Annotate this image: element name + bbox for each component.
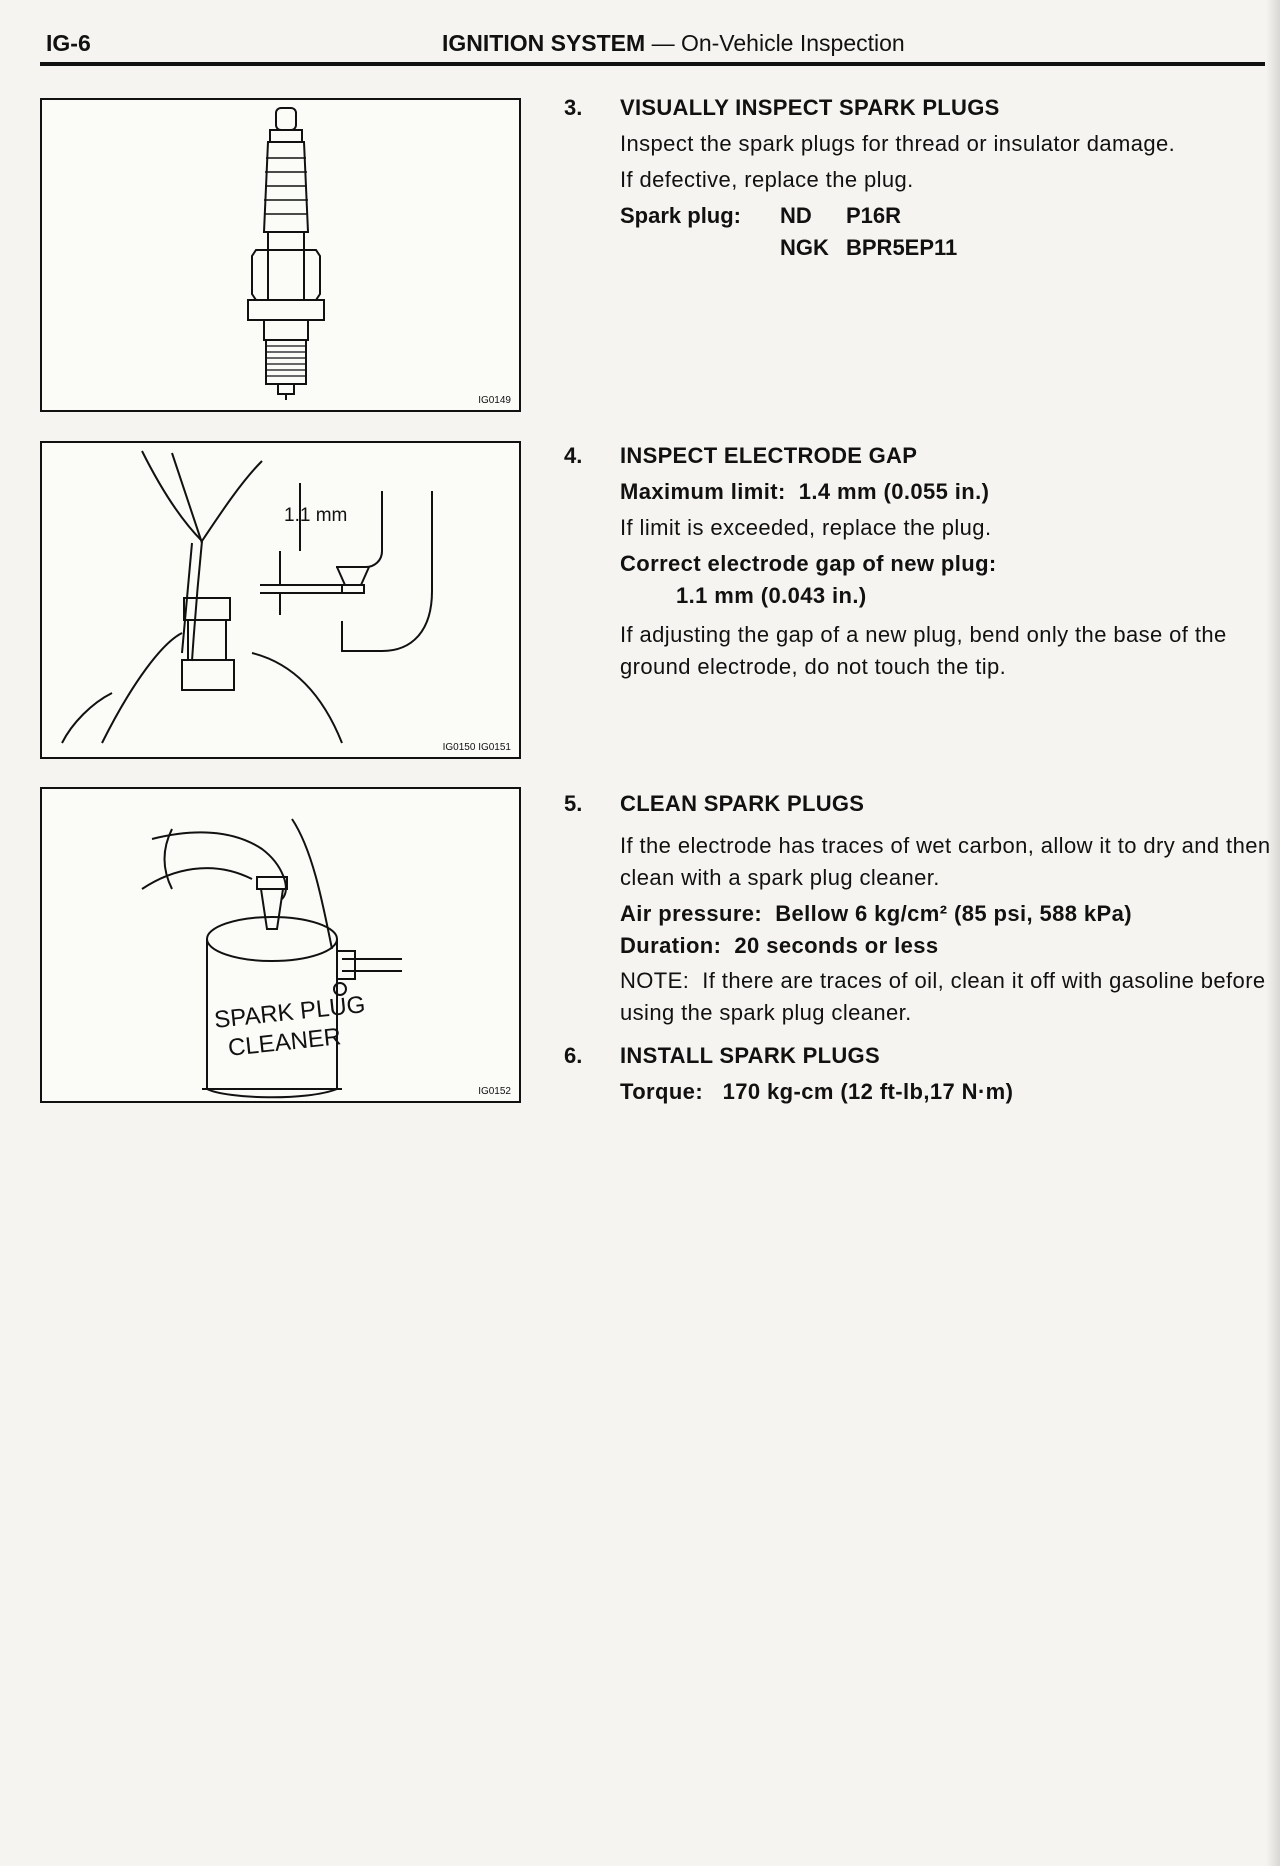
- max-limit-spec: [620, 476, 1280, 508]
- section-title: [442, 30, 905, 57]
- note: [620, 965, 1280, 1029]
- figure-code: IG0149: [478, 395, 511, 406]
- electrode-gap-illustration: [42, 443, 519, 757]
- spec-value: Bellow 6 kg/cm² (85 psi, 588 kPa): [775, 900, 1132, 926]
- step-text: If defective, replace the plug.: [620, 166, 914, 192]
- note-text: If there are traces of oil, clean it off with gasoline before using the spark plug cleaner.: [620, 968, 1266, 1026]
- spec-brand: ND: [780, 202, 812, 228]
- step-title: VISUALLY INSPECT SPARK PLUGS: [620, 95, 1000, 120]
- figure-electrode-gap: [40, 441, 521, 759]
- air-pressure-spec: [620, 898, 1280, 930]
- step-number: 3.: [564, 95, 583, 120]
- spec-part: P16R: [846, 202, 902, 228]
- step-text: If adjusting the gap of a new plug, bend only the base of the ground electrode, do not touch the tip.: [620, 622, 1227, 680]
- step-number: 4.: [564, 443, 583, 468]
- spark-plug-illustration: [42, 100, 519, 410]
- section-title-bold: IGNITION SYSTEM: [442, 30, 646, 56]
- header-rule: [40, 62, 1265, 66]
- section-title-subtitle: — On-Vehicle Inspection: [645, 30, 905, 56]
- spec-label: Torque:: [620, 1078, 704, 1104]
- correct-gap-value: 1.1 mm (0.043 in.): [676, 582, 867, 608]
- spec-value: 20 seconds or less: [734, 932, 939, 958]
- step-title: INSPECT ELECTRODE GAP: [620, 443, 918, 468]
- step-title: INSTALL SPARK PLUGS: [620, 1043, 880, 1068]
- note-label: NOTE:: [620, 968, 690, 994]
- figure-spark-plug: [40, 98, 521, 412]
- spark-plug-spec: [620, 200, 1280, 264]
- step-number: 6.: [564, 1043, 583, 1068]
- page-number: IG-6: [46, 30, 91, 56]
- step-title: CLEAN SPARK PLUGS: [620, 791, 865, 816]
- spec-value: 1.4 mm (0.055 in.): [798, 478, 990, 504]
- spec-part: BPR5EP11: [846, 234, 958, 260]
- figure-plug-cleaner: [40, 787, 521, 1103]
- step-number: 5.: [564, 791, 583, 816]
- cleaner-label-line1: SPARK PLUG: [212, 991, 367, 1034]
- correct-gap-label: Correct electrode gap of new plug:: [620, 550, 997, 576]
- torque-spec: [620, 1076, 1280, 1108]
- spec-label: Air pressure:: [620, 900, 763, 926]
- spec-brand: NGK: [780, 234, 829, 260]
- spec-label: Duration:: [620, 932, 722, 958]
- spec-value: 170 kg-cm (12 ft-lb,17 N·m): [722, 1078, 1014, 1104]
- duration-spec: [620, 930, 1280, 962]
- cleaner-label-line2: CLEANER: [226, 1023, 343, 1062]
- step-text: If the electrode has traces of wet carbon, allow it to dry and then clean with a spark plug cleaner.: [620, 832, 1271, 890]
- page-header: [40, 26, 1265, 60]
- gap-dimension-label: 1.1 mm: [284, 505, 348, 526]
- spec-label: Spark plug:: [620, 202, 742, 228]
- step-text: If limit is exceeded, replace the plug.: [620, 514, 992, 540]
- step-text: Inspect the spark plugs for thread or insulator damage.: [620, 130, 1176, 156]
- spec-label: Maximum limit:: [620, 478, 786, 504]
- figure-code: IG0150 IG0151: [442, 742, 511, 753]
- figure-code: IG0152: [478, 1086, 511, 1097]
